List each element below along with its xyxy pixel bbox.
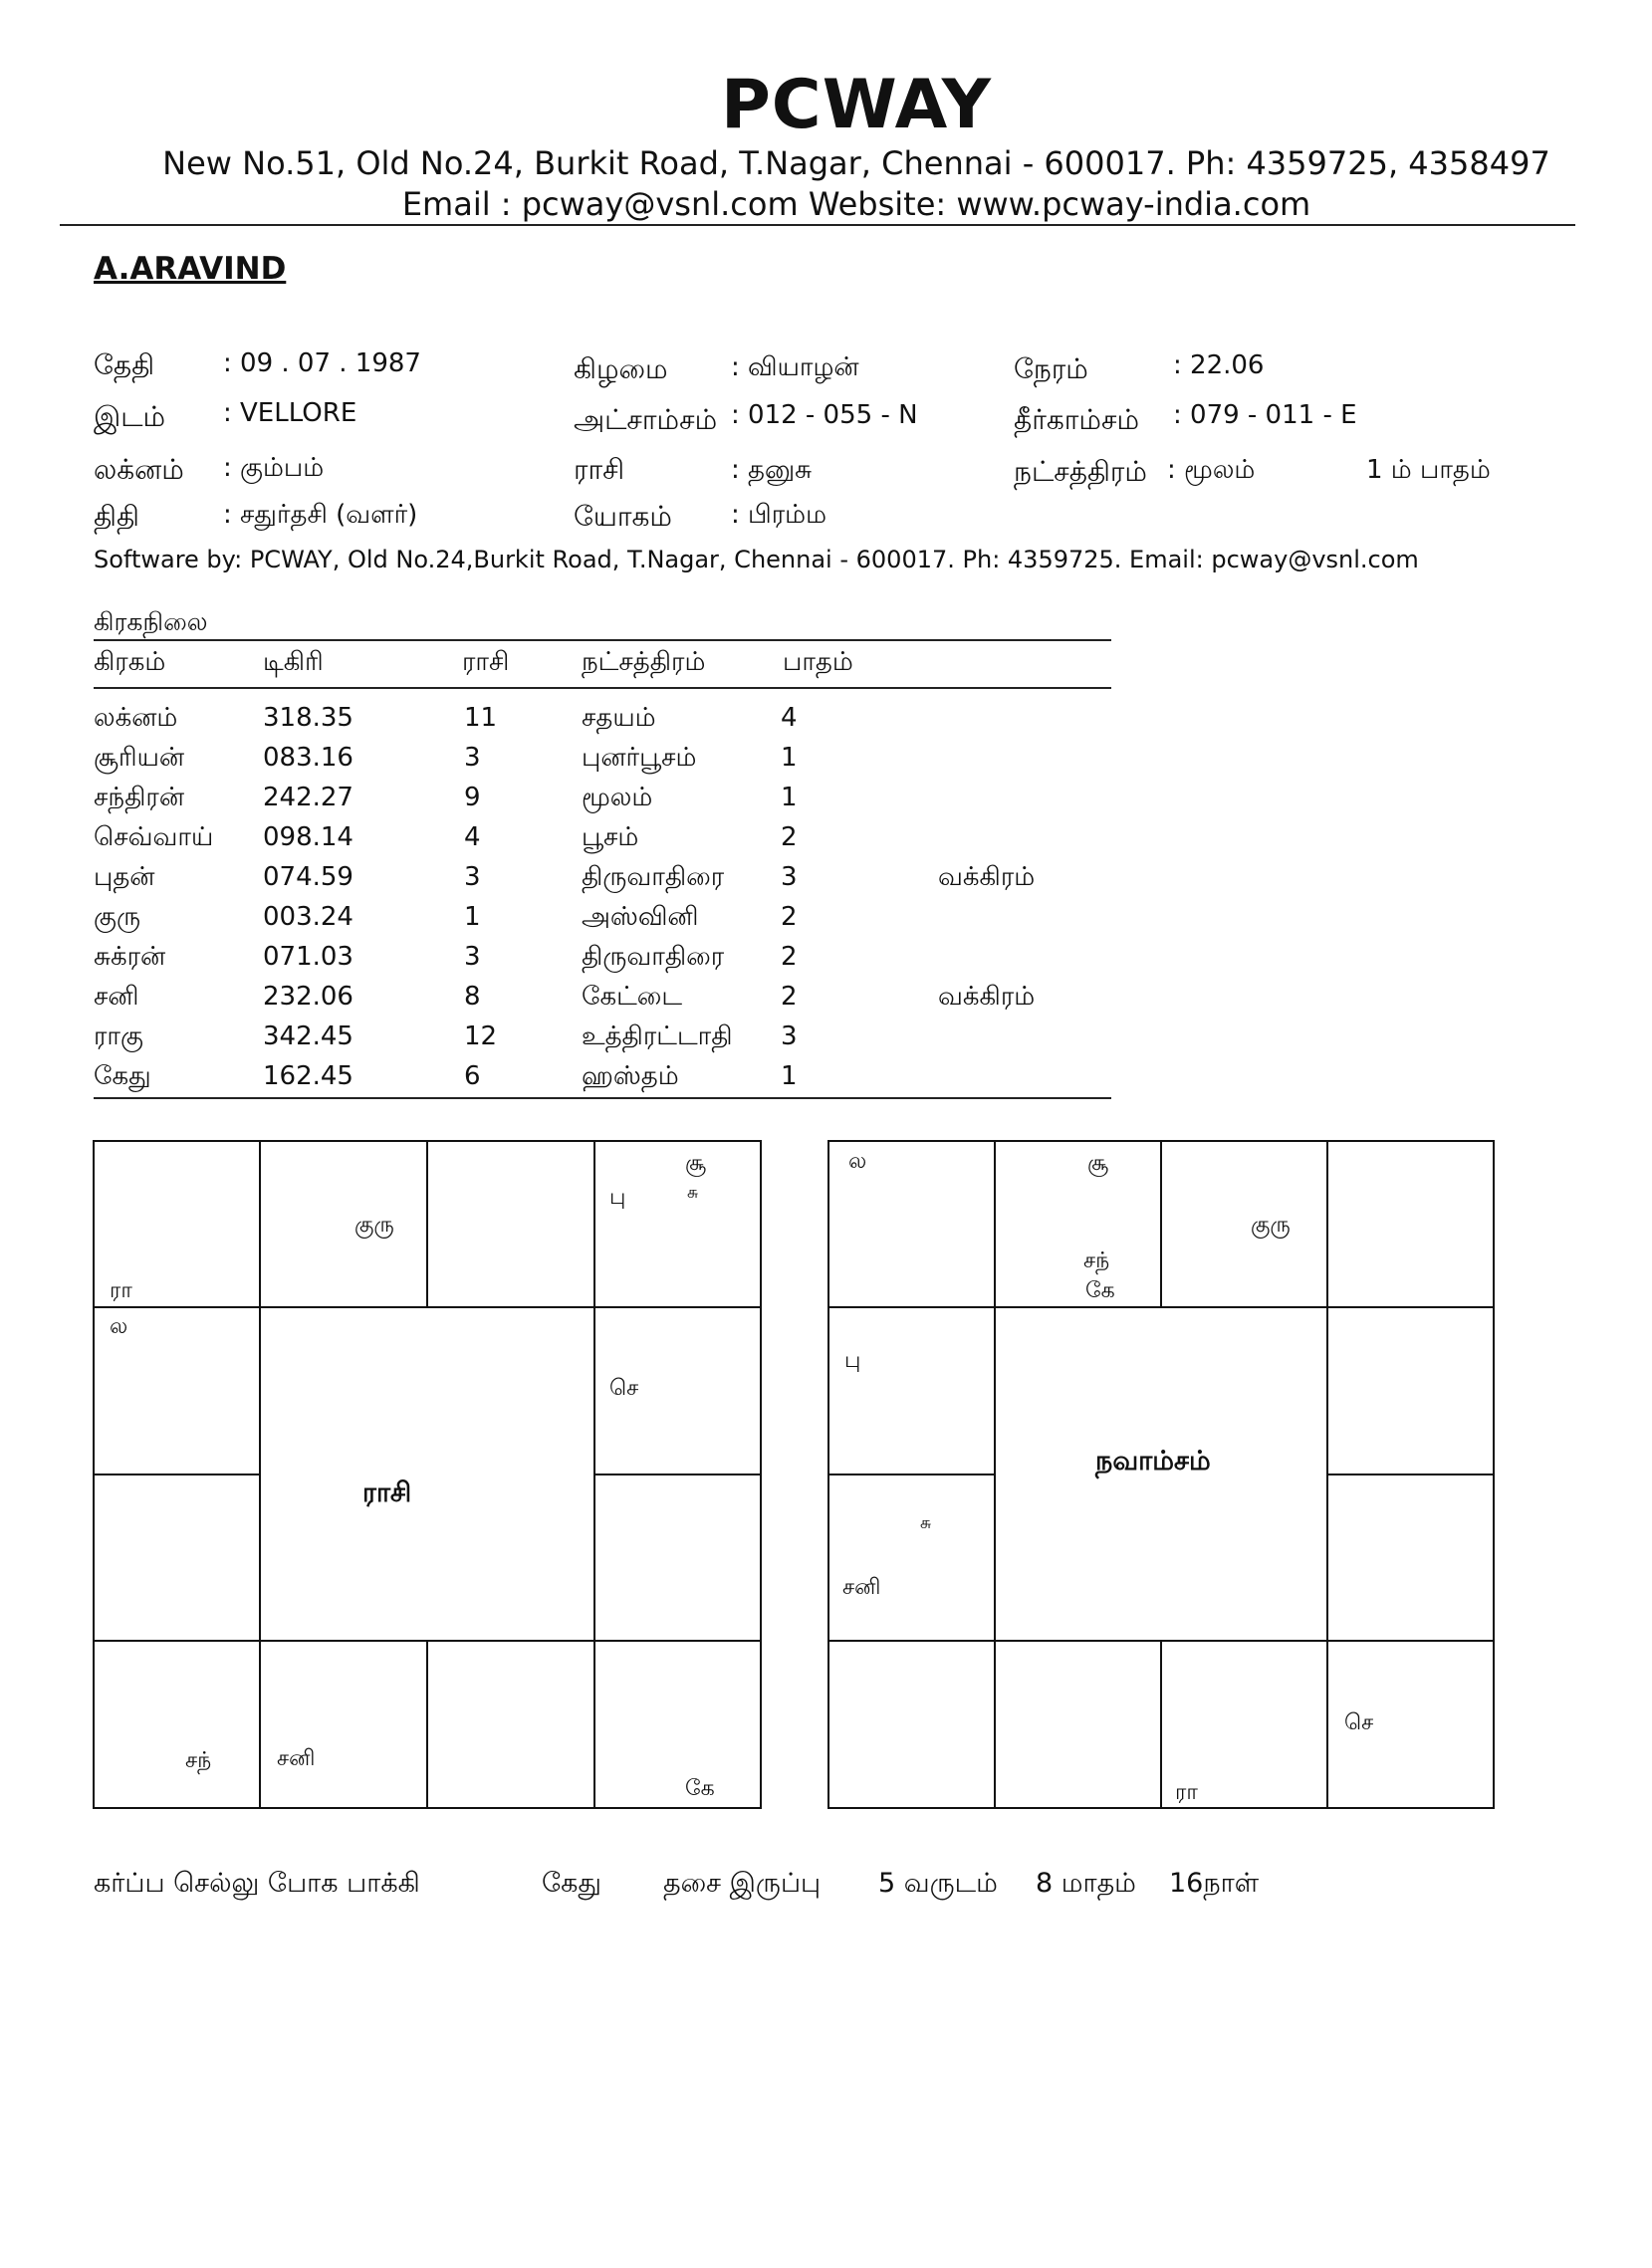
navamsa-mesha-planet-2: சந் xyxy=(1083,1248,1110,1273)
planet-degree: 318.35 xyxy=(263,703,354,733)
planet-rasi: 12 xyxy=(464,1021,498,1051)
lagna-value: : கும்பம் xyxy=(223,453,325,483)
planet-star: பூசம் xyxy=(582,822,639,852)
planet-star: சதயம் xyxy=(582,703,656,733)
planet-name: சுக்ரன் xyxy=(94,942,166,972)
planet-name: செவ்வாய் xyxy=(94,822,214,852)
planet-degree: 232.06 xyxy=(263,982,354,1012)
time-label: நேரம் xyxy=(1014,352,1088,385)
col-header-degree: டிகிரி xyxy=(263,647,324,677)
planet-rasi: 6 xyxy=(464,1061,481,1091)
col-header-padam: பாதம் xyxy=(783,647,853,677)
rasi-mithuna-planet-3: சு xyxy=(687,1183,699,1203)
planet-padam: 2 xyxy=(781,942,798,972)
latitude-value: : 012 - 055 - N xyxy=(731,400,918,430)
planet-star: மூலம் xyxy=(582,783,653,812)
star-label: நட்சத்திரம் xyxy=(1014,455,1147,488)
navamsa-chart-title: நவாம்சம் xyxy=(1095,1446,1211,1476)
day-label: கிழமை xyxy=(574,352,668,385)
company-title: PCWAY xyxy=(720,66,993,144)
rasi-kanni-planet-1: கே xyxy=(685,1776,715,1801)
rasi-chart-grid xyxy=(94,1141,761,1808)
planet-name: கேது xyxy=(94,1061,151,1091)
planet-rasi: 3 xyxy=(464,862,481,892)
padam-value: 1 ம் பாதம் xyxy=(1366,455,1491,485)
planet-name: லக்னம் xyxy=(94,703,178,733)
rasi-label: ராசி xyxy=(574,453,625,486)
dasa-planet: கேது xyxy=(542,1868,601,1899)
longitude-value: : 079 - 011 - E xyxy=(1173,400,1357,430)
planet-padam: 3 xyxy=(781,862,798,892)
dasa-label: கர்ப்ப செல்லு போக பாக்கி xyxy=(94,1868,420,1899)
planet-padam: 3 xyxy=(781,1021,798,1051)
planet-name: குரு xyxy=(94,902,141,932)
navamsa-makara-planet-2: சனி xyxy=(842,1575,881,1600)
planet-retrograde: வக்கிரம் xyxy=(938,862,1036,892)
navamsa-meena-planet-1: ல xyxy=(848,1149,867,1174)
planet-name: சூரியன் xyxy=(94,743,185,773)
planet-padam: 4 xyxy=(781,703,798,733)
planet-star: திருவாதிரை xyxy=(582,942,725,972)
col-header-star: நட்சத்திரம் xyxy=(582,647,706,677)
date-value: : 09 . 07 . 1987 xyxy=(223,348,421,378)
navamsa-kumbha-planet-1: பு xyxy=(844,1348,861,1373)
col-header-rasi: ராசி xyxy=(462,647,510,677)
planet-star: திருவாதிரை xyxy=(582,862,725,892)
yoga-label: யோகம் xyxy=(574,500,672,533)
rasi-mesha-planet-1: குரு xyxy=(354,1213,394,1238)
person-name: A.ARAVIND xyxy=(94,251,287,287)
planet-star: அஸ்வினி xyxy=(582,902,699,932)
dasa-years: 5 வருடம் xyxy=(878,1868,998,1899)
planet-rasi: 3 xyxy=(464,743,481,773)
longitude-label: தீர்காம்சம் xyxy=(1014,403,1139,436)
planet-degree: 342.45 xyxy=(263,1021,354,1051)
rasi-dhanus-planet-1: சந் xyxy=(185,1748,212,1773)
rasi-meena-planet-2: ல xyxy=(110,1314,128,1339)
planet-degree: 003.24 xyxy=(263,902,354,932)
time-value: : 22.06 xyxy=(1173,350,1265,380)
company-address: New No.51, Old No.24, Burkit Road, T.Nagar, Chennai - 600017. Ph: 4359725, 4358497 xyxy=(162,144,1550,182)
rasi-meena-planet-1: ரா xyxy=(110,1278,132,1303)
planet-padam: 2 xyxy=(781,822,798,852)
planet-degree: 098.14 xyxy=(263,822,354,852)
planet-degree: 083.16 xyxy=(263,743,354,773)
rasi-kataka-planet-1: செ xyxy=(609,1376,639,1401)
planet-rasi: 4 xyxy=(464,822,481,852)
planet-star: கேட்டை xyxy=(582,982,683,1012)
planet-degree: 074.59 xyxy=(263,862,354,892)
navamsa-makara-planet-1: சு xyxy=(920,1513,932,1533)
latitude-label: அட்சாம்சம் xyxy=(574,403,718,436)
day-value: : வியாழன் xyxy=(731,352,859,382)
planet-retrograde: வக்கிரம் xyxy=(938,982,1036,1012)
planet-padam: 1 xyxy=(781,783,798,812)
planet-rasi: 9 xyxy=(464,783,481,812)
rasi-vrischika-planet-1: சனி xyxy=(277,1746,316,1771)
planet-degree: 162.45 xyxy=(263,1061,354,1091)
planet-star: புனர்பூசம் xyxy=(582,743,697,773)
rasi-mithuna-planet-1: பு xyxy=(609,1185,626,1210)
dasa-days: 16நாள் xyxy=(1169,1868,1260,1899)
navamsa-rishaba-planet-1: குரு xyxy=(1251,1213,1291,1238)
place-label: இடம் xyxy=(94,400,166,433)
rasi-chart-title: ராசி xyxy=(362,1477,412,1508)
planet-star: ஹஸ்தம் xyxy=(582,1061,679,1091)
planet-padam: 1 xyxy=(781,743,798,773)
place-value: : VELLORE xyxy=(223,398,357,428)
yoga-value: : பிரம்ம xyxy=(731,500,827,530)
planet-rasi: 3 xyxy=(464,942,481,972)
navamsa-mesha-planet-3: கே xyxy=(1085,1278,1115,1303)
company-contact: Email : pcway@vsnl.com Website: www.pcway-india.com xyxy=(401,185,1311,223)
planet-name: சனி xyxy=(94,982,139,1012)
date-label: தேதி xyxy=(94,348,155,381)
lagna-label: லக்னம் xyxy=(94,453,184,486)
col-header-planet: கிரகம் xyxy=(94,647,166,677)
planet-padam: 2 xyxy=(781,982,798,1012)
navamsa-mesha-planet-1: சூ xyxy=(1087,1151,1109,1176)
planet-name: சந்திரன் xyxy=(94,783,185,812)
software-credit: Software by: PCWAY, Old No.24,Burkit Road, T.Nagar, Chennai - 600017. Ph: 4359725. Email: pcway@vsnl.com xyxy=(94,546,1419,573)
navamsa-kanni-planet-1: செ xyxy=(1344,1710,1374,1735)
planet-rasi: 1 xyxy=(464,902,481,932)
planet-rasi: 11 xyxy=(464,703,498,733)
planet-padam: 1 xyxy=(781,1061,798,1091)
planet-padam: 2 xyxy=(781,902,798,932)
planet-degree: 071.03 xyxy=(263,942,354,972)
navamsa-vrischika-planet-1: ரா xyxy=(1175,1780,1198,1805)
planet-star: உத்திரட்டாதி xyxy=(582,1021,733,1051)
planet-name: புதன் xyxy=(94,862,155,892)
rasi-mithuna-planet-2: சூ xyxy=(685,1151,707,1176)
rasi-value: : தனுசு xyxy=(731,455,813,485)
planet-section-title: கிரகநிலை xyxy=(94,607,208,636)
tithi-label: திதி xyxy=(94,500,139,533)
planet-degree: 242.27 xyxy=(263,783,354,812)
planet-name: ராகு xyxy=(94,1021,143,1051)
tithi-value: : சதுர்தசி (வளர்) xyxy=(223,500,418,530)
dasa-months: 8 மாதம் xyxy=(1036,1868,1136,1899)
planet-rasi: 8 xyxy=(464,982,481,1012)
star-value: : மூலம் xyxy=(1167,455,1256,485)
dasa-word: தசை இருப்பு xyxy=(663,1868,822,1899)
